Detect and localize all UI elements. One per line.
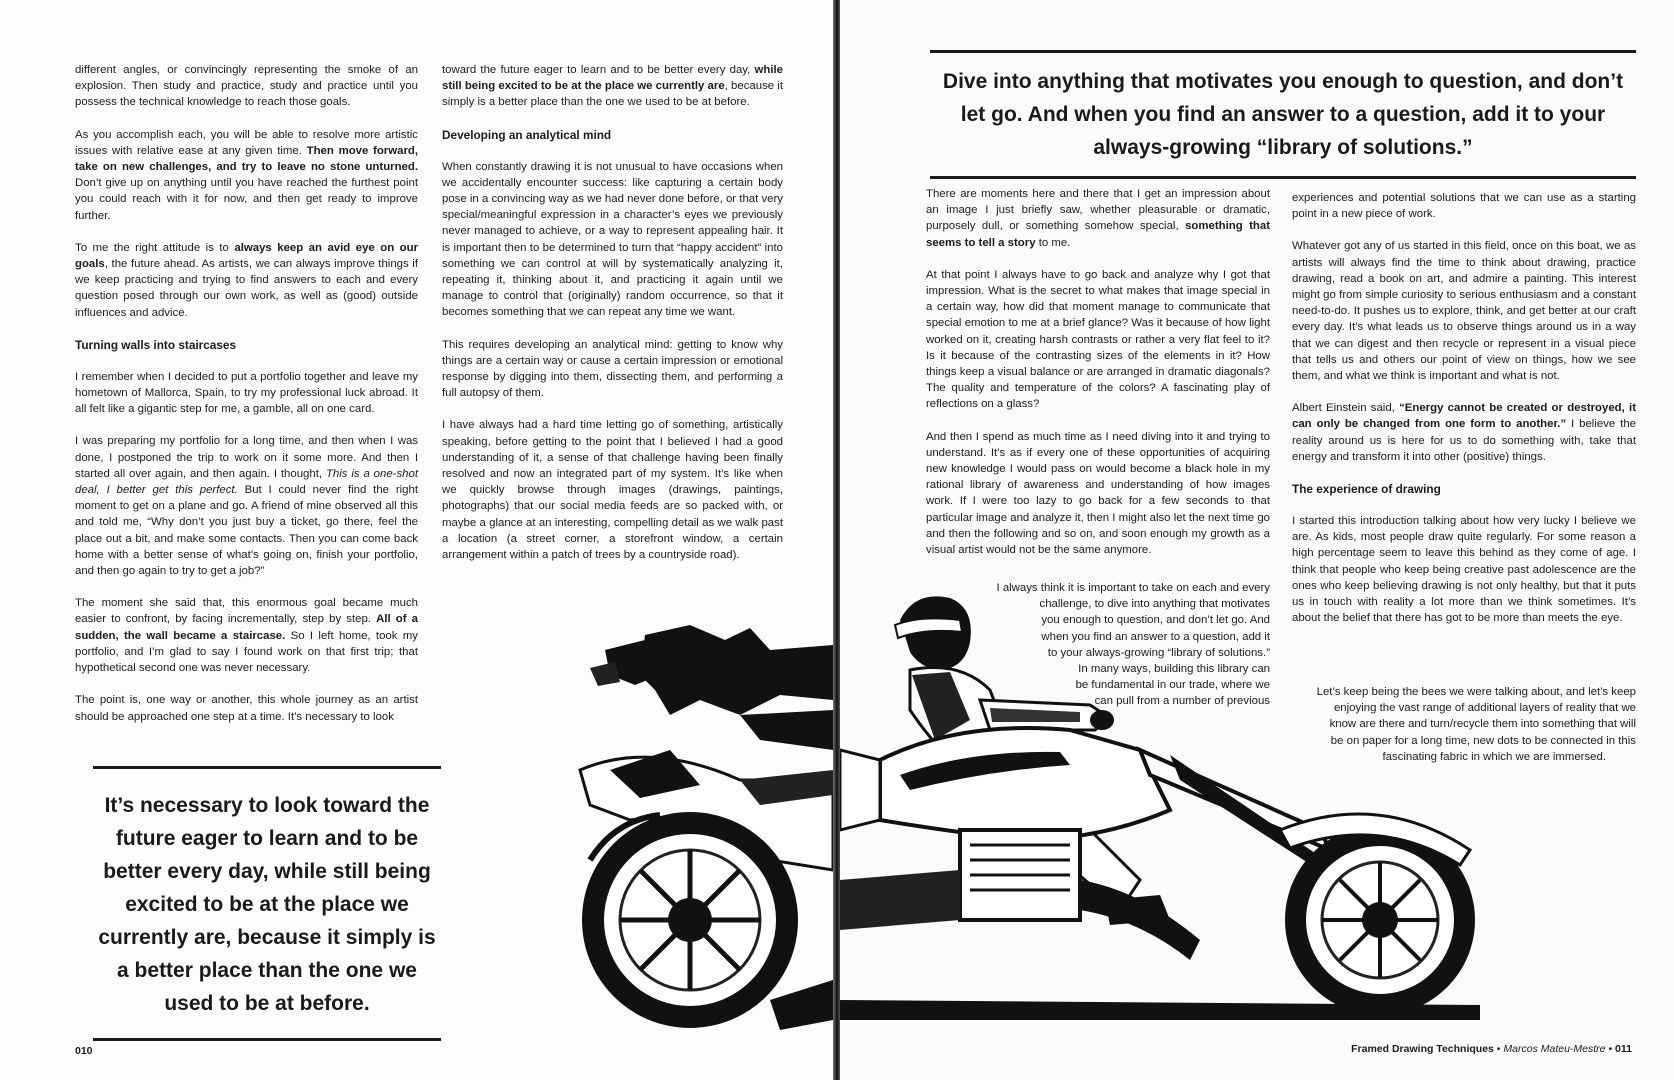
right-page (840, 0, 1674, 1080)
text-line: fascinating fabric in which we are immersed. (1382, 750, 1606, 763)
text-line: you enough to question, and don’t let go. And (1041, 614, 1270, 627)
paragraph: The point is, one way or another, this whole journey as an artist should be approached one step at a time. It’s necessary to look (75, 694, 418, 723)
book-title: Framed Drawing Techniques (1351, 1043, 1494, 1055)
right-column-1-wrap (980, 580, 1270, 710)
page-number-right: 011 (1615, 1043, 1632, 1055)
paragraph: As you accomplish each, you will be able to resolve more artistic issues with relative ease at any given time. Then move forward, take on new challenges, and try to leave no stone unturned. Don’t give up on anything until you have reached the furthest point you could reach with it for now, and then get ready to improve further. (75, 128, 418, 222)
section-heading: The experience of drawing (1292, 482, 1441, 497)
page-number-left: 010 (75, 1045, 93, 1057)
paragraph: toward the future eager to learn and to be better every day, while still being excited to be at the place we currently are, because it simply is a better place than the one we used to be at before. (442, 64, 783, 109)
pull-quote-right: Dive into anything that motivates you enough to question, and don’t let go. And when you find an answer to a question, add it to your always-growing “library of solutions.” (930, 50, 1636, 179)
right-column-2-wrap (1292, 684, 1636, 765)
paragraph: Whatever got any of us started in this field, once on this boat, we as artists will always find the time to think about drawing, practice drawing, read a book on art, and admire a painting. This interest might go from simple curiosity to serious enthusiasm and a constant need-to-do. It pushes us to explore, think, and get better at our craft every day. It’s what leads us to observe things around us in a way that we can digest and then recycle or represent in a visual piece that tells us and others our point of view on things, how we see them, and what we think is important and what is not. (1292, 240, 1636, 383)
footer-separator: • (1608, 1043, 1613, 1055)
text-line: challenge, to dive into anything that motivates (1039, 598, 1270, 611)
paragraph: At that point I always have to go back and analyze why I got that impression. What is the secret to what makes that image special in a certain way, how did that moment manage to communicate that special emotion to me at a brief glance? Was it because of how light worked on it, creating harsh contrasts or rather a very flat feel to it? Is it because of the contrasting sizes of the elements in it? How things keep a visual balance or are arranged in dramatic diagonals? The quality and temperature of the colors? A fascinating play of reflections on a glass? (926, 268, 1270, 411)
paragraph: Albert Einstein said, “Energy cannot be created or destroyed, it can only be changed from one form to another.” I believe the reality around us is here for us to do something with, take that energy and transform it into other (positive) things. (1292, 402, 1636, 463)
text-line: In many ways, building this library can (1078, 663, 1270, 676)
paragraph: I started this introduction talking about how very lucky I believe we are. As kids, most people draw quite regularly. For some reason a high percentage seem to leave this behind as they come of age. I think that people who keep being creative past adolescence are the ones who keep believing drawing is not only healthy, but that it puts us in touch with reality a lot more than we think sometimes. It’s about the belief that there has got to be more than meets the eye. (1292, 515, 1636, 625)
paragraph: And then I spend as much time as I need diving into it and trying to understand. It’s as if every one of these opportunities of acquiring new knowledge I would pass on would become a black hole in my rational library of awareness and understanding of how images work. If I were too lazy to go back for a few seconds to that particular image and analyze it, then I might also let the next time go and then the following and so on, and soon enough my growth as a visual artist would not be the same anymore. (926, 430, 1270, 557)
paragraph: This requires developing an analytical mind: getting to know why things are a certain way or cause a certain impression or emotional response by digging into them, dissecting them, and performing a full autopsy of them. (442, 338, 783, 400)
motorcycle-illustration-left (440, 620, 833, 1040)
book-gutter (833, 0, 840, 1080)
left-column-2 (442, 62, 783, 579)
pull-quote-left: It’s necessary to look toward the future eager to learn and to be better every day, while still being excited to be at the place we currently are, because it simply is a better place than the one we used to be at before. (93, 766, 441, 1041)
section-heading: Developing an analytical mind (442, 127, 612, 142)
author-name: Marcos Mateu-Mestre (1503, 1043, 1606, 1055)
section-heading: Turning walls into staircases (75, 337, 237, 352)
text-line: Let’s keep being the bees we were talking about, and let’s keep (1316, 686, 1636, 698)
footer-separator: • (1496, 1043, 1501, 1055)
text-line: I always think it is important to take on each and every (996, 582, 1270, 594)
right-column-2 (1292, 190, 1636, 642)
text-line: can pull from a number of previous (1094, 695, 1270, 708)
text-line: to your always-growing “library of solutions.” (1047, 646, 1270, 659)
paragraph: different angles, or convincingly representing the smoke of an explosion. Then study and practice, study and practice until you possess the technical knowledge to reach those goals. (75, 64, 418, 109)
paragraph: There are moments here and there that I get an impression about an image I just briefly saw, whether pleasurable or dramatic, purposely dull, or something somehow special, something that seems to tell a story to me. (926, 188, 1270, 249)
text-line: be on paper for a long time, new dots to be connected in this (1330, 734, 1636, 747)
paragraph: The moment she said that, this enormous goal became much easier to confront, by facing incrementally, step by step. All of a sudden, the wall became a staircase. So I left home, took my portfolio, and I’m glad to say I found work on that first trip; that hypothetical second one was never necessary. (75, 597, 418, 675)
paragraph: I have always had a hard time letting go of something, artistically speaking, before getting to the point that I believed I had a good understanding of it, a sense of that challenge having been finally resolved and now an integrated part of my system. It’s like when we quickly browse through images (drawings, paintings, photographs) that our social media feeds are so packed with, or maybe a glance at an interesting, compelling detail as we walk past a location (a street corner, a storefront window, a certain arrangement within a patch of trees by a countryside road). (442, 419, 783, 562)
text-line: enjoying the vast range of additional layers of reality that we (1333, 702, 1636, 715)
left-column-1 (75, 62, 418, 741)
paragraph: I remember when I decided to put a portfolio together and leave my hometown of Mallorca, Spain, to try my professional luck abroad. It all felt like a gigantic step for me, a gamble, all on one card. (75, 370, 418, 416)
right-column-1 (926, 186, 1270, 574)
page-footer (1351, 1043, 1632, 1055)
text-line: be fundamental in our trade, where we (1075, 679, 1270, 692)
paragraph: I was preparing my portfolio for a long time, and then when I was done, I postponed the trip to work on it some more. And then I started all over again, and then again. I thought, This is a one-shot deal, I better get this perfect. But I could never find the right moment to get on a plane and go. A friend of mine observed all this and told me, “Why don’t you just buy a ticket, go there, feel the place out a bit, and make some contacts. Then you can come back home with a better sense of what’s going on, finish your portfolio, and then go again to try to get a job?” (75, 435, 419, 578)
left-page (0, 0, 833, 1080)
text-line: when you find an answer to a question, add it (1041, 630, 1270, 643)
paragraph: When constantly drawing it is not unusual to have occasions when we accidentally encounter success: like capturing a certain body pose in a convincing way as we had never done before, or that very special/meaningful expression in a character’s eyes we previously never managed to achieve, or a way to represent appealing hair. It is important then to be determined to turn that “happy accident” into something we can control at will by systematically analyzing it, repeating it, thinking about it, and practicing it again until we manage to control that (originally) random occurrence, so that it becomes something that we can repeat any time we want. (442, 160, 783, 319)
paragraph: To me the right attitude is to always keep an avid eye on our goals, the future ahead. As artists, we can always improve things if we keep practicing and trying to find answers to each and every question posed through our own work, as well as (good) outside influences and advice. (75, 241, 418, 319)
paragraph: experiences and potential solutions that we can use as a starting point in a new piece of work. (1292, 192, 1636, 221)
text-line: know are there and turn/recycle them into something that will (1329, 718, 1636, 731)
